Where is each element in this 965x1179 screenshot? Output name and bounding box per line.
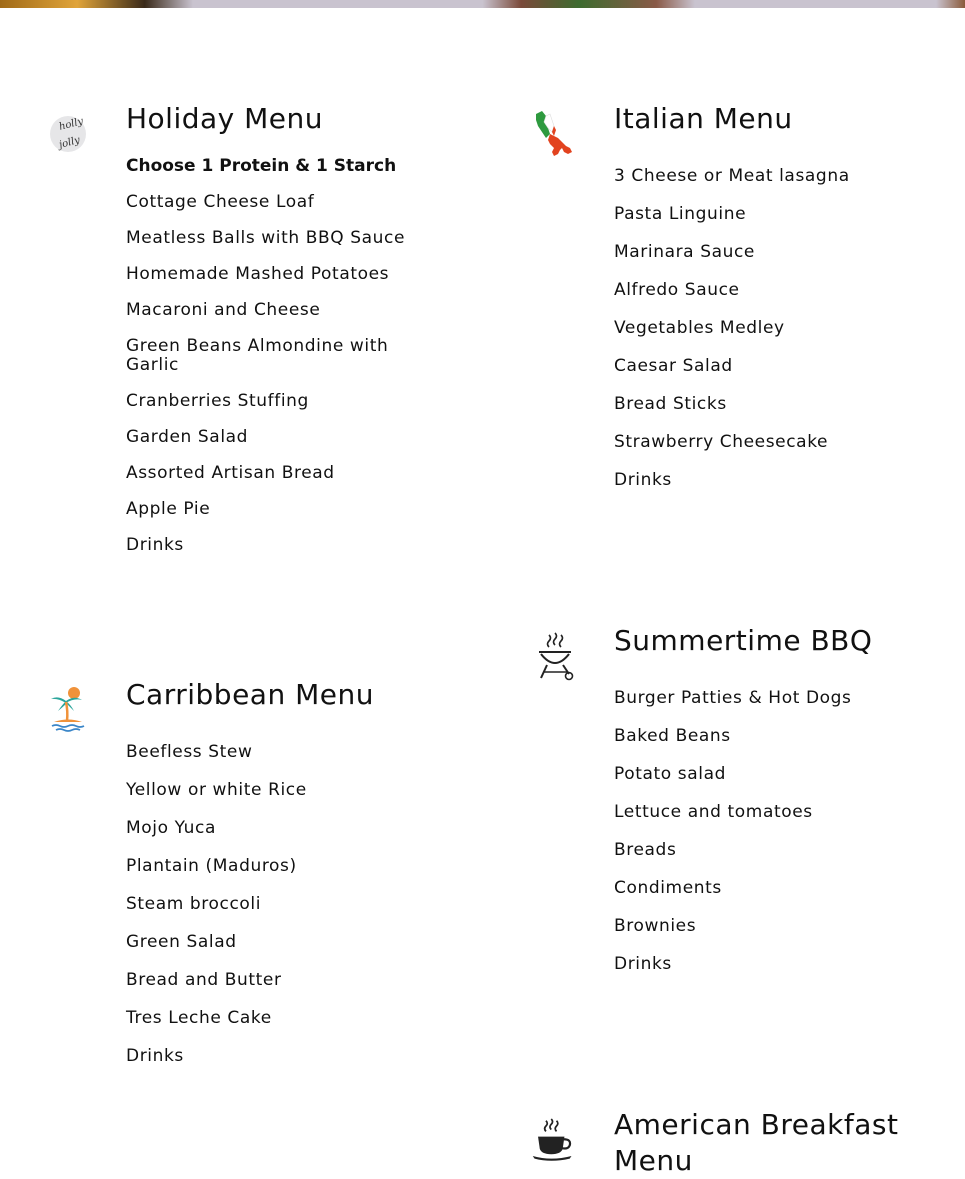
menu-item: Drinks [614,470,672,490]
svg-text:holly: holly [57,115,85,133]
menu-item: Cranberries Stuffing [126,391,309,411]
menu-item: Alfredo Sauce [614,280,740,300]
holly-jolly-icon [46,110,90,160]
menu-item: Drinks [126,1046,184,1066]
menu-item: Bread Sticks [614,394,727,414]
menu-item: Lettuce and tomatoes [614,802,813,822]
menu-item: Yellow or white Rice [126,780,307,800]
menu-item: Marinara Sauce [614,242,755,262]
bbq-grill-icon [533,632,577,682]
svg-text:jolly: jolly [57,134,82,151]
hero-banner-image [0,0,965,8]
caribbean-menu-title: Carribbean Menu [126,678,374,711]
menu-item: Beefless Stew [126,742,253,762]
menu-item: Green Beans Almondine with Garlic [126,336,389,375]
menu-item: Vegetables Medley [614,318,785,338]
palm-island-icon [46,685,90,735]
menu-item: Breads [614,840,677,860]
menu-item: Pasta Linguine [614,204,747,224]
menu-item: Cottage Cheese Loaf [126,192,315,212]
holiday-menu-title: Holiday Menu [126,102,324,135]
menu-item: Tres Leche Cake [126,1008,272,1028]
menu-item: Garden Salad [126,427,249,447]
italian-menu-title: Italian Menu [614,102,793,135]
menu-item: Drinks [126,535,184,555]
menu-item: Potato salad [614,764,727,784]
menu-item: Condiments [614,878,722,898]
menu-item: Homemade Mashed Potatoes [126,264,390,284]
bbq-menu-list [614,689,852,974]
menu-item: Meatless Balls with BBQ Sauce [126,228,406,248]
menu-item: Drinks [614,954,672,974]
menu-item: Burger Patties & Hot Dogs [614,688,852,708]
breakfast-menu-title: American Breakfast Menu [614,1108,899,1177]
holiday-menu-list [126,193,405,555]
menu-item: Plantain (Maduros) [126,856,297,876]
menu-item: Assorted Artisan Bread [126,463,335,483]
menu-item: Baked Beans [614,726,731,746]
italy-map-icon [532,108,576,158]
italian-menu-list [614,167,850,490]
menu-item: Steam broccoli [126,894,262,914]
holiday-menu-subtitle: Choose 1 Protein & 1 Starch [126,156,397,176]
menu-item: Green Salad [126,932,237,952]
bbq-menu-title: Summertime BBQ [614,624,873,657]
menu-item: Brownies [614,916,697,936]
menu-item: Caesar Salad [614,356,733,376]
coffee-cup-icon [531,1116,575,1166]
menu-item: Mojo Yuca [126,818,216,838]
menu-item: 3 Cheese or Meat lasagna [614,166,850,186]
menu-item: Apple Pie [126,499,211,519]
menu-item: Strawberry Cheesecake [614,432,829,452]
menu-item: Macaroni and Cheese [126,300,321,320]
caribbean-menu-list [126,743,307,1066]
menu-item: Bread and Butter [126,970,282,990]
